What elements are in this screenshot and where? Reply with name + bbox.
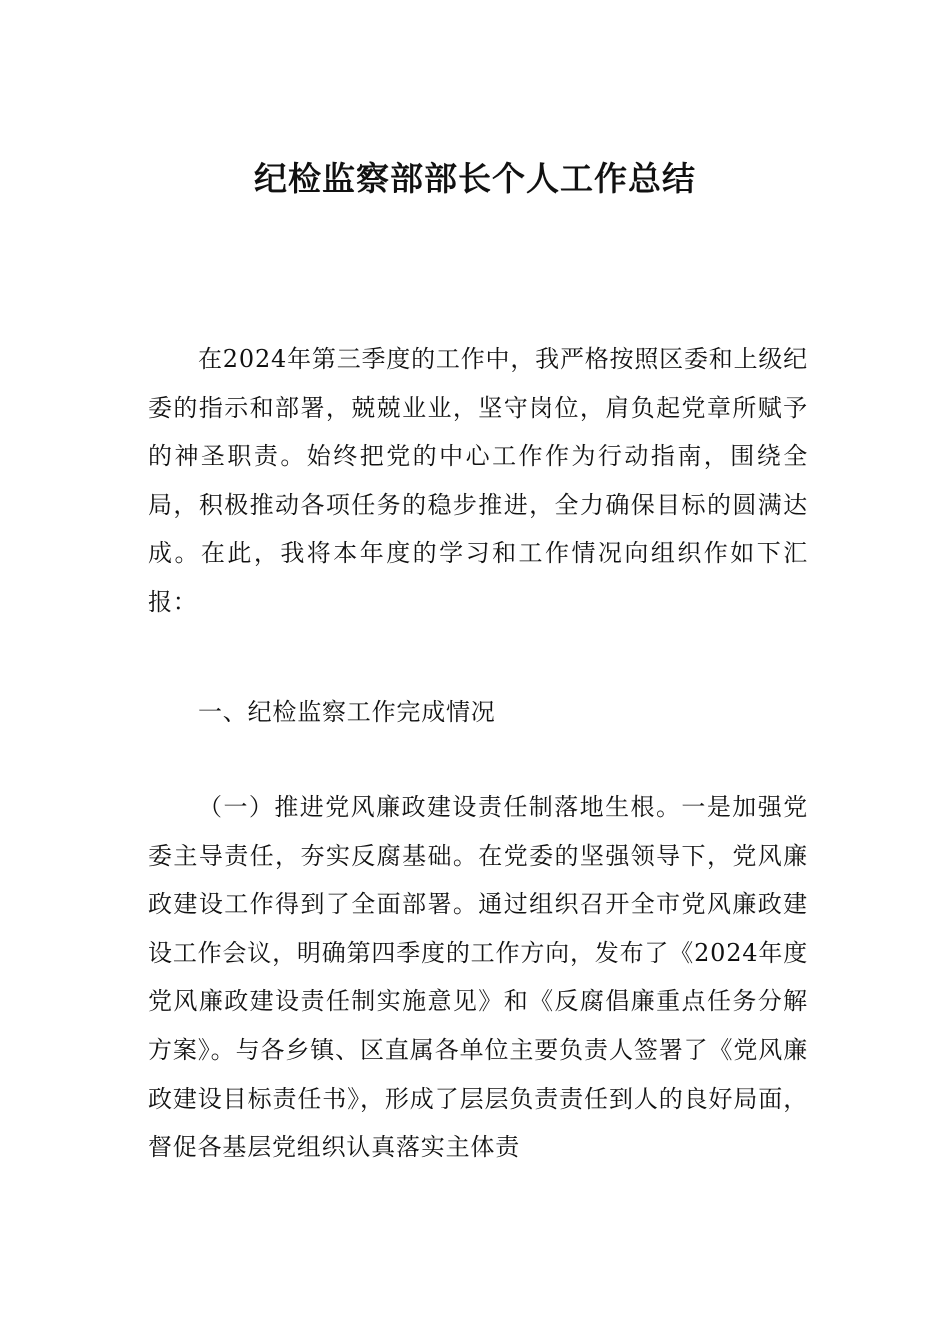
- section-paragraph: （一）推进党风廉政建设责任制落地生根。一是加强党委主导责任，夯实反腐基础。在党委的坚强领导下，党风廉政建设工作得到了全面部署。通过组织召开全市党风廉政建设工作会议，明确第四季度的工作方向，发布了《2024年度党风廉政建设责任制实施意见》和《反腐倡廉重点任务分解方案》。与各乡镇、区直属各单位主要负责人签署了《党风廉政建设目标责任书》，形成了层层负责责任到人的良好局面，督促各基层党组织认真落实主体责: [148, 793, 808, 1162]
- section-heading: 一、纪检监察工作完成情况: [198, 698, 496, 726]
- intro-paragraph: 在2024年第三季度的工作中，我严格按照区委和上级纪委的指示和部署，兢兢业业，坚守岗位，肩负起党章所赋予的神圣职责。始终把党的中心工作作为行动指南，围绕全局，积极推动各项任务的稳步推进，全力确保目标的圆满达成。在此，我将本年度的学习和工作情况向组织作如下汇报：: [148, 345, 808, 616]
- document-title: 纪检监察部部长个人工作总结: [254, 159, 696, 198]
